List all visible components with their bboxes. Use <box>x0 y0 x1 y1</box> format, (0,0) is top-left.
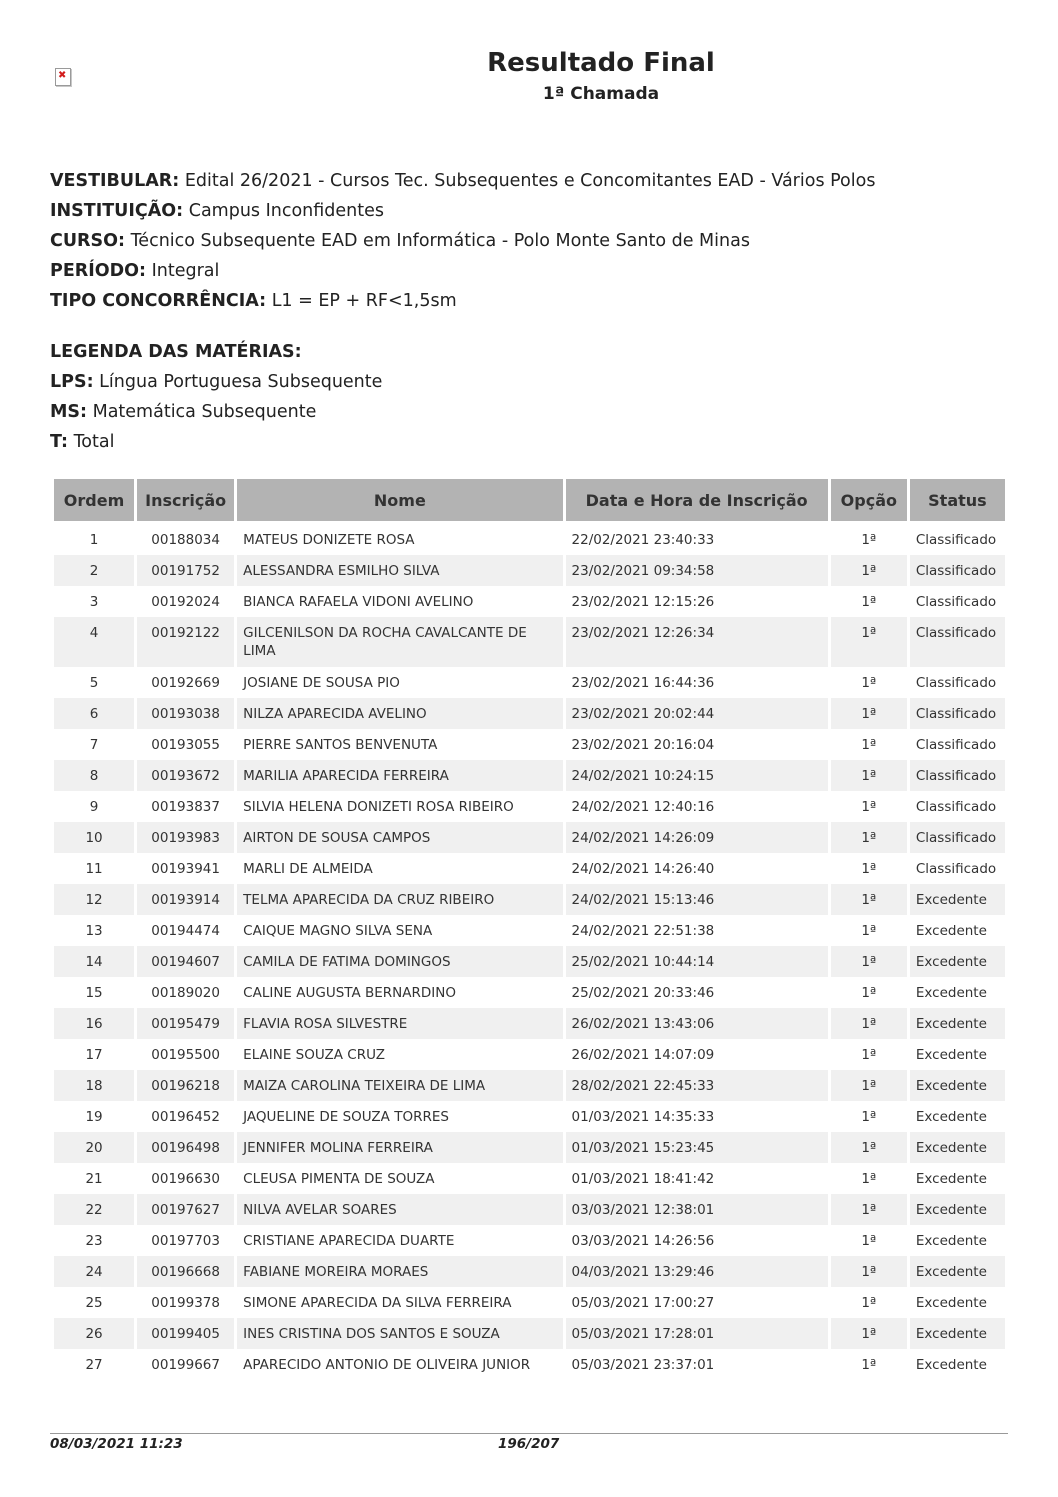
cell-data-hora: 28/02/2021 22:45:33 <box>566 1070 828 1101</box>
cell-nome: MARILIA APARECIDA FERREIRA <box>237 760 562 791</box>
subject-legend <box>50 337 382 457</box>
table-row <box>54 853 1005 884</box>
table-row <box>54 1070 1005 1101</box>
cell-ordem: 19 <box>85 1109 103 1125</box>
cell-inscricao: 00193672 <box>137 760 234 791</box>
cell-status: Excedente <box>910 946 1005 977</box>
cell-data-hora: 01/03/2021 15:23:45 <box>566 1132 828 1163</box>
legend-desc: Total <box>73 432 115 452</box>
cell-inscricao: 00192122 <box>137 617 234 667</box>
cell-opcao: 1ª <box>861 1109 877 1125</box>
cell-inscricao: 00196452 <box>151 1109 220 1125</box>
table-row <box>54 760 1005 791</box>
cell-status: Excedente <box>910 1132 1005 1163</box>
cell-ordem: 1 <box>89 532 99 548</box>
cell-opcao: 1ª <box>861 985 877 1001</box>
info-periodo <box>50 256 875 286</box>
cell-opcao: 1ª <box>861 1295 877 1311</box>
results-table <box>51 479 1008 1380</box>
cell-ordem: 22 <box>54 1194 134 1225</box>
cell-data-hora: 05/03/2021 23:37:01 <box>571 1357 715 1373</box>
cell-status: Classificado <box>910 760 1005 791</box>
cell-inscricao: 00195500 <box>151 1047 220 1063</box>
table-row <box>54 1039 1005 1070</box>
table-row <box>54 946 1005 977</box>
cell-opcao: 1ª <box>831 1132 907 1163</box>
cell-nome: APARECIDO ANTONIO DE OLIVEIRA JUNIOR <box>243 1357 531 1373</box>
cell-nome: JENNIFER MOLINA FERREIRA <box>237 1132 562 1163</box>
cell-inscricao: 00195479 <box>137 1008 234 1039</box>
cell-inscricao: 00197627 <box>137 1194 234 1225</box>
cell-ordem: 4 <box>54 617 134 667</box>
cell-nome: CLEUSA PIMENTA DE SOUZA <box>243 1171 435 1187</box>
cell-inscricao: 00189020 <box>151 985 220 1001</box>
cell-data-hora: 26/02/2021 13:43:06 <box>566 1008 828 1039</box>
table-row <box>54 1349 1005 1380</box>
info-tipo-concorrencia <box>50 286 875 316</box>
table-row <box>54 1132 1005 1163</box>
cell-status: Excedente <box>915 1357 987 1373</box>
cell-status: Classificado <box>915 594 997 610</box>
cell-opcao: 1ª <box>861 675 877 691</box>
footer-page-number: 196/207 <box>498 1436 560 1452</box>
cell-opcao: 1ª <box>861 532 877 548</box>
legend-code: MS: <box>50 402 88 422</box>
page-subtitle: 1ª Chamada <box>542 84 660 104</box>
cell-status: Excedente <box>910 884 1005 915</box>
info-vestibular <box>50 166 875 196</box>
cell-ordem: 25 <box>85 1295 103 1311</box>
cell-nome: ALESSANDRA ESMILHO SILVA <box>237 555 562 586</box>
table-header-row <box>54 479 1005 524</box>
info-label: TIPO CONCORRÊNCIA: <box>50 291 267 311</box>
cell-ordem: 18 <box>54 1070 134 1101</box>
cell-data-hora: 23/02/2021 20:02:44 <box>566 698 828 729</box>
table-row <box>54 1225 1005 1256</box>
cell-status: Classificado <box>910 617 1005 667</box>
table-row <box>54 1256 1005 1287</box>
cell-opcao: 1ª <box>831 1194 907 1225</box>
cell-opcao: 1ª <box>831 760 907 791</box>
legend-desc: Matemática Subsequente <box>92 402 317 422</box>
cell-data-hora: 04/03/2021 13:29:46 <box>566 1256 828 1287</box>
cell-status: Excedente <box>915 1109 987 1125</box>
cell-data-hora: 24/02/2021 14:26:40 <box>571 861 715 877</box>
cell-ordem: 14 <box>54 946 134 977</box>
cell-status: Excedente <box>915 1295 987 1311</box>
info-value: Técnico Subsequente EAD em Informática - Polo Monte Santo de Minas <box>130 231 750 251</box>
cell-status: Excedente <box>910 1256 1005 1287</box>
cell-inscricao: 00193837 <box>151 799 220 815</box>
cell-nome: SILVIA HELENA DONIZETI ROSA RIBEIRO <box>243 799 514 815</box>
table-row <box>54 1163 1005 1194</box>
table-row <box>54 791 1005 822</box>
column-header-status: Status <box>910 479 1005 524</box>
table-row <box>54 555 1005 586</box>
table-row <box>54 524 1005 555</box>
cell-status: Excedente <box>910 1318 1005 1349</box>
cell-opcao: 1ª <box>831 1070 907 1101</box>
cell-status: Excedente <box>910 1008 1005 1039</box>
cell-status: Excedente <box>915 1233 987 1249</box>
cell-ordem: 8 <box>54 760 134 791</box>
cell-ordem: 10 <box>54 822 134 853</box>
cell-nome: MAIZA CAROLINA TEIXEIRA DE LIMA <box>237 1070 562 1101</box>
legend-title: LEGENDA DAS MATÉRIAS: <box>50 342 302 362</box>
cell-inscricao: 00196630 <box>151 1171 220 1187</box>
cell-data-hora: 24/02/2021 14:26:09 <box>566 822 828 853</box>
cell-ordem: 17 <box>85 1047 103 1063</box>
column-header-nome: Nome <box>237 479 562 524</box>
table-row <box>54 1101 1005 1132</box>
cell-nome: CAMILA DE FATIMA DOMINGOS <box>237 946 562 977</box>
cell-inscricao: 00196218 <box>137 1070 234 1101</box>
cell-inscricao: 00196668 <box>137 1256 234 1287</box>
cell-inscricao: 00193055 <box>151 737 220 753</box>
cell-nome: SIMONE APARECIDA DA SILVA FERREIRA <box>243 1295 512 1311</box>
column-header-inscricao: Inscrição <box>137 479 234 524</box>
table-row <box>54 617 1005 667</box>
cell-nome: CAIQUE MAGNO SILVA SENA <box>243 923 433 939</box>
footer-divider <box>50 1433 1008 1434</box>
cell-nome: BIANCA RAFAELA VIDONI AVELINO <box>243 594 474 610</box>
table-row <box>54 1194 1005 1225</box>
cell-data-hora: 22/02/2021 23:40:33 <box>571 532 715 548</box>
cell-opcao: 1ª <box>861 737 877 753</box>
cell-data-hora: 01/03/2021 14:35:33 <box>571 1109 715 1125</box>
cell-inscricao: 00193983 <box>137 822 234 853</box>
cell-nome: MARLI DE ALMEIDA <box>243 861 373 877</box>
cell-ordem: 2 <box>54 555 134 586</box>
cell-inscricao: 00193914 <box>137 884 234 915</box>
cell-status: Classificado <box>915 861 997 877</box>
cell-opcao: 1ª <box>831 698 907 729</box>
legend-code: T: <box>50 432 68 452</box>
info-label: PERÍODO: <box>50 261 147 281</box>
cell-data-hora: 05/03/2021 17:00:27 <box>571 1295 715 1311</box>
legend-item <box>50 427 382 457</box>
table-row <box>54 915 1005 946</box>
cell-opcao: 1ª <box>861 1233 877 1249</box>
cell-data-hora: 26/02/2021 14:07:09 <box>571 1047 715 1063</box>
legend-desc: Língua Portuguesa Subsequente <box>99 372 383 392</box>
table-row <box>54 1008 1005 1039</box>
info-value: Integral <box>151 261 220 281</box>
cell-nome: NILVA AVELAR SOARES <box>237 1194 562 1225</box>
cell-data-hora: 24/02/2021 12:40:16 <box>571 799 715 815</box>
cell-data-hora: 05/03/2021 17:28:01 <box>566 1318 828 1349</box>
column-header-ordem: Ordem <box>54 479 134 524</box>
cell-nome: FABIANE MOREIRA MORAES <box>237 1256 562 1287</box>
footer-date: 08/03/2021 11:23 <box>50 1436 183 1452</box>
cell-status: Classificado <box>910 555 1005 586</box>
column-header-data-hora: Data e Hora de Inscrição <box>566 479 828 524</box>
cell-data-hora: 01/03/2021 18:41:42 <box>571 1171 715 1187</box>
table-row <box>54 977 1005 1008</box>
cell-status: Excedente <box>915 985 987 1001</box>
info-label: INSTITUIÇÃO: <box>50 201 184 221</box>
cell-data-hora: 23/02/2021 12:15:26 <box>571 594 715 610</box>
cell-ordem: 21 <box>85 1171 103 1187</box>
cell-opcao: 1ª <box>861 861 877 877</box>
cell-ordem: 11 <box>85 861 103 877</box>
cell-data-hora: 25/02/2021 10:44:14 <box>566 946 828 977</box>
cell-ordem: 6 <box>54 698 134 729</box>
cell-data-hora: 24/02/2021 15:13:46 <box>566 884 828 915</box>
cell-status: Classificado <box>915 675 997 691</box>
cell-data-hora: 23/02/2021 12:26:34 <box>566 617 828 667</box>
cell-ordem: 13 <box>85 923 103 939</box>
legend-code: LPS: <box>50 372 94 392</box>
cell-nome: GILCENILSON DA ROCHA CAVALCANTE DE LIMA <box>237 617 562 667</box>
cell-nome: AIRTON DE SOUSA CAMPOS <box>237 822 562 853</box>
cell-data-hora: 23/02/2021 16:44:36 <box>571 675 715 691</box>
cell-nome: JAQUELINE DE SOUZA TORRES <box>243 1109 449 1125</box>
cell-nome: CRISTIANE APARECIDA DUARTE <box>243 1233 455 1249</box>
cell-status: Excedente <box>915 923 987 939</box>
table-row <box>54 698 1005 729</box>
cell-inscricao: 00191752 <box>137 555 234 586</box>
cell-data-hora: 23/02/2021 09:34:58 <box>566 555 828 586</box>
cell-inscricao: 00192669 <box>151 675 220 691</box>
cell-nome: NILZA APARECIDA AVELINO <box>237 698 562 729</box>
cell-inscricao: 00199405 <box>137 1318 234 1349</box>
info-value: Campus Inconfidentes <box>188 201 384 221</box>
cell-opcao: 1ª <box>861 923 877 939</box>
cell-nome: CALINE AUGUSTA BERNARDINO <box>243 985 456 1001</box>
cell-inscricao: 00196498 <box>137 1132 234 1163</box>
cell-inscricao: 00192024 <box>151 594 220 610</box>
cell-opcao: 1ª <box>861 1047 877 1063</box>
cell-status: Classificado <box>910 822 1005 853</box>
cell-ordem: 27 <box>85 1357 103 1373</box>
cell-opcao: 1ª <box>831 555 907 586</box>
cell-nome: ELAINE SOUZA CRUZ <box>243 1047 385 1063</box>
cell-opcao: 1ª <box>831 884 907 915</box>
cell-status: Classificado <box>915 532 997 548</box>
cell-ordem: 23 <box>85 1233 103 1249</box>
cell-status: Excedente <box>910 1070 1005 1101</box>
legend-item <box>50 397 382 427</box>
cell-opcao: 1ª <box>831 946 907 977</box>
legend-item <box>50 367 382 397</box>
cell-nome: JOSIANE DE SOUSA PIO <box>243 675 400 691</box>
table-row <box>54 729 1005 760</box>
info-label: CURSO: <box>50 231 126 251</box>
table-row <box>54 884 1005 915</box>
cell-nome: FLAVIA ROSA SILVESTRE <box>237 1008 562 1039</box>
cell-nome: MATEUS DONIZETE ROSA <box>243 532 415 548</box>
cell-status: Excedente <box>915 1171 987 1187</box>
info-value: L1 = EP + RF<1,5sm <box>271 291 457 311</box>
cell-nome: INES CRISTINA DOS SANTOS E SOUZA <box>237 1318 562 1349</box>
cell-status: Classificado <box>915 737 997 753</box>
column-header-opcao: Opção <box>831 479 907 524</box>
cell-ordem: 3 <box>89 594 99 610</box>
cell-inscricao: 00188034 <box>151 532 220 548</box>
cell-opcao: 1ª <box>861 799 877 815</box>
cell-nome: TELMA APARECIDA DA CRUZ RIBEIRO <box>237 884 562 915</box>
cell-ordem: 24 <box>54 1256 134 1287</box>
cell-status: Classificado <box>915 799 997 815</box>
cell-opcao: 1ª <box>861 1357 877 1373</box>
cell-nome: PIERRE SANTOS BENVENUTA <box>243 737 438 753</box>
cell-opcao: 1ª <box>831 1008 907 1039</box>
cell-ordem: 26 <box>54 1318 134 1349</box>
table-row <box>54 1287 1005 1318</box>
exam-info <box>50 166 875 316</box>
page-title: Resultado Final <box>487 48 715 78</box>
cell-ordem: 15 <box>85 985 103 1001</box>
table-row <box>54 1318 1005 1349</box>
cell-inscricao: 00193941 <box>151 861 220 877</box>
cell-data-hora: 03/03/2021 12:38:01 <box>566 1194 828 1225</box>
cell-status: Excedente <box>915 1047 987 1063</box>
table-row <box>54 822 1005 853</box>
cell-inscricao: 00197703 <box>151 1233 220 1249</box>
table-row <box>54 586 1005 617</box>
cell-inscricao: 00194607 <box>137 946 234 977</box>
broken-image-icon <box>55 68 71 86</box>
cell-inscricao: 00199378 <box>151 1295 220 1311</box>
info-instituicao <box>50 196 875 226</box>
cell-inscricao: 00193038 <box>137 698 234 729</box>
info-value: Edital 26/2021 - Cursos Tec. Subsequentes e Concomitantes EAD - Vários Polos <box>184 171 876 191</box>
cell-ordem: 7 <box>89 737 99 753</box>
cell-data-hora: 24/02/2021 10:24:15 <box>566 760 828 791</box>
cell-status: Classificado <box>910 698 1005 729</box>
cell-opcao: 1ª <box>831 822 907 853</box>
cell-data-hora: 24/02/2021 22:51:38 <box>571 923 715 939</box>
cell-ordem: 20 <box>54 1132 134 1163</box>
cell-ordem: 16 <box>54 1008 134 1039</box>
cell-ordem: 9 <box>89 799 99 815</box>
cell-data-hora: 23/02/2021 20:16:04 <box>571 737 715 753</box>
cell-inscricao: 00194474 <box>151 923 220 939</box>
cell-inscricao: 00199667 <box>151 1357 220 1373</box>
info-curso <box>50 226 875 256</box>
cell-ordem: 12 <box>54 884 134 915</box>
cell-opcao: 1ª <box>861 1171 877 1187</box>
cell-status: Excedente <box>910 1194 1005 1225</box>
cell-data-hora: 03/03/2021 14:26:56 <box>571 1233 715 1249</box>
info-label: VESTIBULAR: <box>50 171 180 191</box>
cell-opcao: 1ª <box>831 1318 907 1349</box>
cell-opcao: 1ª <box>861 594 877 610</box>
cell-opcao: 1ª <box>831 617 907 667</box>
table-row <box>54 667 1005 698</box>
cell-data-hora: 25/02/2021 20:33:46 <box>571 985 715 1001</box>
cell-opcao: 1ª <box>831 1256 907 1287</box>
cell-ordem: 5 <box>89 675 99 691</box>
